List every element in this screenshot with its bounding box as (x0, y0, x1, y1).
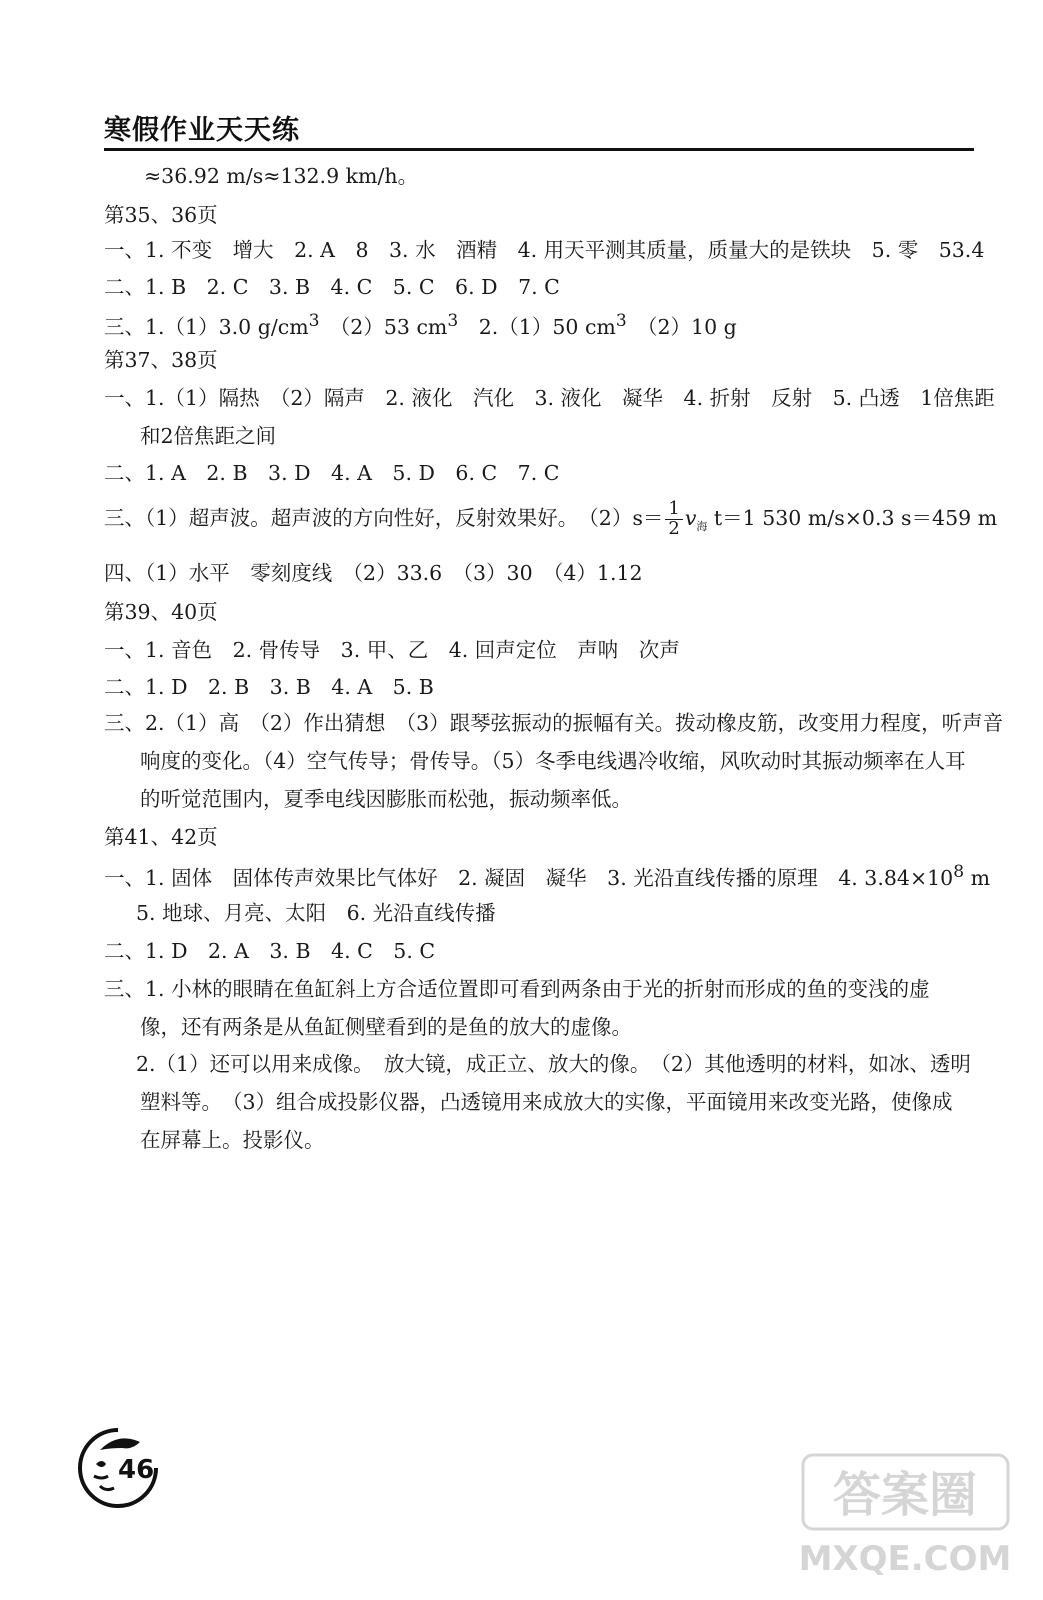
watermark-bottom-text: MXQE.COM (798, 1539, 1012, 1579)
answer-text: （2）53 cm (319, 314, 448, 339)
answer-line: 一、1. 不变 增大 2. A 8 3. 水 酒精 4. 用天平测其质量，质量大的是铁块 5. 零 53.4 (104, 238, 985, 262)
answer-text: 2.（1）50 cm (458, 314, 616, 339)
header-rule (104, 148, 974, 151)
answer-text: t＝1 530 m/s×0.3 s＝459 m (707, 505, 998, 530)
answer-line: 二、1. B 2. C 3. B 4. C 5. C 6. D 7. C (104, 275, 560, 299)
answer-text: m (964, 865, 991, 890)
answer-line: 塑料等。 （3）组合成投影仪器，凸透镜用来成放大的实像，平面镜用来改变光路，使像成 (140, 1090, 953, 1114)
watermark-stamp-icon (795, 1435, 1020, 1585)
superscript: 3 (447, 311, 459, 331)
superscript: 8 (953, 862, 965, 882)
page-range-heading: 第37、38页 (104, 348, 218, 372)
subscript: 海 (696, 519, 708, 533)
answer-line (104, 864, 990, 888)
answer-line (104, 313, 737, 337)
superscript: 3 (308, 311, 320, 331)
answer-line: 二、1. D 2. A 3. B 4. C 5. C (104, 939, 436, 963)
answer-line: 三、2.（1）高 （2）作出猜想 （3）跟琴弦振动的振幅有关。拨动橡皮筋，改变用力程度，听声音 (104, 711, 1004, 735)
answer-line: 三、1. 小林的眼睛在鱼缸斜上方合适位置即可看到两条由于光的折射而形成的鱼的变浅的虚 (104, 977, 930, 1001)
fraction (665, 500, 682, 539)
answer-line: 响度的变化。（4）空气传导；骨传导。（5）冬季电线遇冷收缩，风吹动时其振动频率在人耳 (140, 749, 966, 773)
answer-text: 一、1. 固体 固体传声效果比气体好 2. 凝固 凝华 3. 光沿直线传播的原理 4. 3.84×10 (104, 865, 954, 890)
answer-text: 三、1.（1）3.0 g/cm (104, 314, 309, 339)
answer-line: 2.（1）还可以用来成像。 放大镜，成正立、放大的像。 （2）其他透明的材料，如冰、透明 (136, 1052, 971, 1076)
page-range-heading: 第41、42页 (104, 825, 218, 849)
answer-line: 在屏幕上。投影仪。 (140, 1128, 325, 1152)
watermark-top-text: 答案圈 (832, 1467, 978, 1523)
page-range-heading: 第35、36页 (104, 203, 218, 227)
answer-line: 5. 地球、月亮、太阳 6. 光沿直线传播 (136, 901, 496, 925)
answer-text: 三、（1）超声波。超声波的方向性好，反射效果好。 （2）s＝ (104, 505, 664, 530)
answer-line (104, 500, 997, 539)
book-title: 寒假作业天天练 (104, 115, 300, 146)
superscript: 3 (615, 311, 627, 331)
answer-line: 四、（1）水平 零刻度线 （2）33.6 （3）30 （4）1.12 (104, 561, 643, 585)
answer-line: 的听觉范围内，夏季电线因膨胀而松弛，振动频率低。 (140, 787, 632, 811)
answer-line: 二、1. D 2. B 3. B 4. A 5. B (104, 675, 434, 699)
answer-line: 像，还有两条是从鱼缸侧壁看到的是鱼的放大的虚像。 (140, 1015, 632, 1039)
answer-text: （2）10 g (626, 314, 737, 339)
answer-line: 一、1. 音色 2. 骨传导 3. 甲、乙 4. 回声定位 声呐 次声 (104, 638, 680, 662)
answer-line: 和2倍焦距之间 (140, 424, 277, 448)
fraction-numerator: 1 (665, 500, 682, 520)
page-range-heading: 第39、40页 (104, 600, 218, 624)
answer-line: 一、1.（1）隔热 （2）隔声 2. 液化 汽化 3. 液化 凝华 4. 折射 反射 5. 凸透 1倍焦距 (104, 386, 995, 410)
answer-line: 二、1. A 2. B 3. D 4. A 5. D 6. C 7. C (104, 461, 560, 485)
answer-line: ≈36.92 m/s≈132.9 km/h。 (144, 164, 419, 188)
velocity-symbol: v (684, 505, 697, 530)
page-number: 46 (118, 1455, 155, 1485)
fraction-denominator: 2 (668, 517, 680, 539)
